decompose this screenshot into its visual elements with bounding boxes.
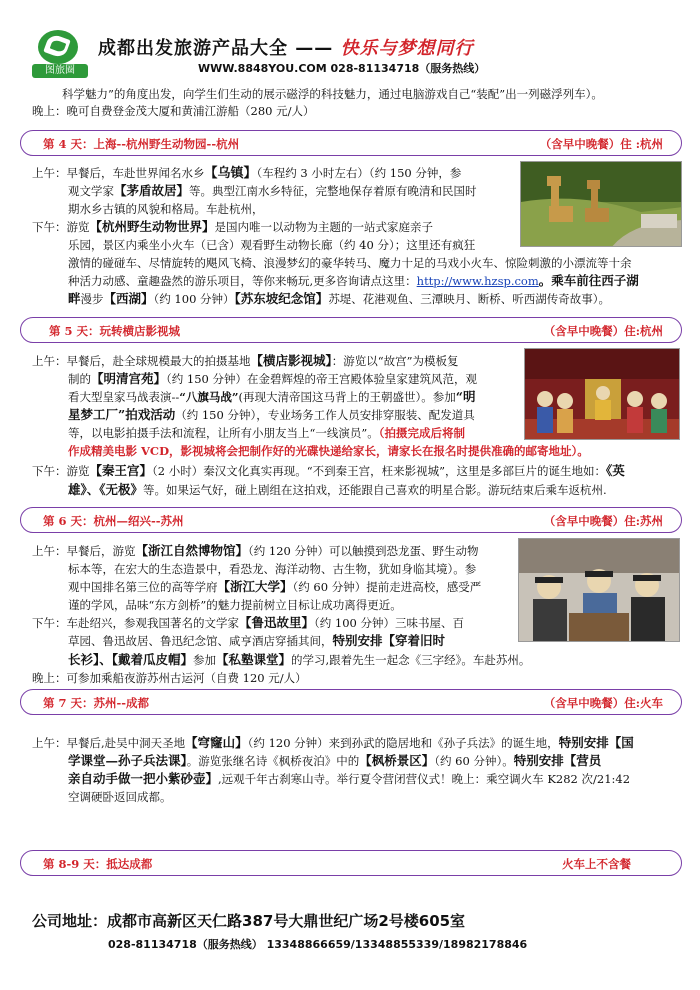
day5-am-text: （约 150 分钟）在金碧辉煌的帝王宫殿体验皇家建筑风范，观 (166, 372, 478, 386)
day5-pm-line1 (32, 463, 625, 479)
company-logo (32, 30, 88, 78)
day5-pm-line2 (68, 482, 607, 498)
day7-text: ,远观千年古刹寒山寺。举行夏令营闭营仪式！晚上：乘空调火车 K282 次/21:42 (218, 772, 631, 786)
guoxue-highlight: 学课堂—孙子兵法课】 (68, 753, 187, 768)
day5-am-text: 看大型皇家马战表演-- (68, 390, 180, 404)
day7-text: （约 120 分钟）来到孙武的隐居地和《孙子兵法》的诞生地， (247, 736, 559, 750)
day4-pm-line1 (32, 219, 433, 235)
hengdian-photo-art (525, 349, 680, 440)
day6-pm-text: 草园、鲁迅故居、鲁迅纪念馆、咸亨酒店穿插其间， (68, 634, 333, 648)
day5-pm-text: 游览 (66, 464, 90, 478)
day5-am-text: 早餐后，赴全球规模最大的拍摄基地 (66, 354, 251, 368)
day89-header (20, 850, 682, 876)
qionglong-highlight: 【穹窿山】 (185, 735, 248, 750)
day4-pm-line3: 激情的碰碰车、尽情旋转的飓风飞椅、浪漫梦幻的豪华转马、魔力十足的马戏小火车、惊险刺激的小漂流等十余 (68, 256, 632, 270)
intro-line: 科学魅力”的角度出发，向学生们生动的展示磁浮的科技魅力，通过电脑游戏自己“装配”出一列磁浮列车）。 (62, 87, 603, 101)
giraffe-photo-art (521, 162, 682, 247)
day7-line1 (32, 735, 634, 751)
day5-pm-text: （2 小时）秦汉文化真实再现。“不到秦王宫，枉来影视城”，这里是多部巨片的诞生地如： (152, 464, 606, 478)
day6-pm-line2 (68, 633, 445, 649)
day6-header (20, 507, 682, 533)
day4-pm-text: 游览 (66, 220, 90, 234)
day4-am-line3: 期水乡古镇的风貌和格局。车赴杭州， (68, 202, 264, 216)
day4-title: 第 4 天：上海--杭州野生动物园--杭州 (43, 137, 240, 151)
day4-am-line1 (32, 165, 461, 182)
sudongpo-highlight: 【苏东坡纪念馆】 (234, 291, 329, 306)
day5-am-text: ：游览以“故宫”为模板复 (331, 354, 459, 368)
day5-am-line5 (68, 425, 465, 441)
day6-am-line2: 标本等，在宏大的生态造景中，看恐龙、海洋动物、古生物，犹如身临其境）。参 (68, 562, 477, 576)
day4-am-text: 观文学家 (68, 184, 114, 198)
evening-text: 晚可自费登金茂大厦和黄浦江游船（280 元/人） (66, 104, 315, 118)
intro-evening (32, 103, 314, 119)
day4-pm-text: 畔 (68, 291, 81, 306)
day7-header (20, 689, 682, 715)
day6-evening (32, 670, 307, 686)
day4-pm-text: 苏堤、花港观鱼、三潭映月、断桥、听西湖传奇故事）。 (328, 292, 611, 306)
day6-pm-line1 (32, 615, 464, 631)
costume-highlight: 长衫】、【戴着瓜皮帽】 (68, 652, 194, 667)
day6-pm-line3 (68, 652, 530, 668)
leaf-logo-icon (38, 30, 78, 64)
day5-am-label: 上午： (32, 354, 67, 368)
day7-am-label: 上午： (32, 736, 67, 750)
day5-title: 第 5 天：玩转横店影视城 (49, 324, 181, 338)
mingqing-highlight: 【明清宫苑】 (91, 371, 167, 386)
day5-am-text: (再现大清帝国这马背上的王朝盛世）。参加 (238, 390, 456, 404)
day7-meal: （含早中晚餐）住:火车 (543, 696, 663, 710)
day7-title: 第 7 天：苏州--成都 (43, 696, 150, 710)
day6-am-text: 观中国排名第三位的高等学府 (68, 580, 218, 594)
baqi-highlight: “八旗马战” (179, 390, 239, 404)
day6-am-text: （约 60 分钟）提前走进高校，感受严 (292, 580, 482, 594)
day4-pm-line2: 乐园，景区内乘坐小火车（已含）观看野生动物长廊（约 40 分）；这里还有疯狂 (68, 238, 476, 252)
day7-line4: 空调硬卧返回成都。 (68, 790, 172, 804)
zju-highlight: 【浙江大学】 (217, 579, 293, 594)
day5-am-text: （约 150 分钟），专业场务工作人员安排穿服装、配发道具 (175, 408, 475, 422)
maodun-highlight: 【茅盾故居】 (114, 183, 190, 198)
day6-eve-text: 可参加乘船夜游苏州古运河（自费 120 元/人） (66, 671, 307, 685)
day6-meal: （含早中晚餐）住:苏州 (543, 514, 663, 528)
day6-pm-label: 下午： (32, 616, 67, 630)
day5-pm-label: 下午： (32, 464, 67, 478)
day6-pm-text: 的学习,跟着先生一起念《三字经》。车赴苏州。 (291, 653, 531, 667)
day4-am-text: （车程约 3 小时左右）（约 150 分钟，参 (256, 166, 462, 180)
day4-pm-text: 漫步 (80, 292, 104, 306)
day7-text: 早餐后,赴吴中洞天圣地 (66, 736, 186, 750)
day6-am-line1 (32, 543, 479, 559)
day4-am-label: 上午： (32, 166, 67, 180)
movie-highlight: 《英 (606, 463, 625, 478)
day4-header (20, 130, 682, 156)
day6-am-line4: 谨的学风，品味“东方剑桥”的魅力提前树立目标让成功离得更近。 (68, 598, 402, 612)
day6-am-label: 上午： (32, 544, 67, 558)
dreamfactory-highlight: “明 (455, 389, 476, 404)
day4-am-text: 早餐后，车赴世界闻名水乡 (66, 166, 205, 180)
day7-line2 (68, 753, 601, 769)
classroom-photo-art (519, 539, 680, 642)
day5-am-text: 制的 (68, 372, 91, 386)
day6-am-text: 早餐后，游览 (66, 544, 136, 558)
day6-eve-label: 晚上： (32, 671, 67, 685)
hzsp-link[interactable]: http://www.hzsp.com (416, 274, 539, 288)
day7-text: （约 60 分钟）。 (434, 754, 514, 768)
day4-pm-line5 (68, 291, 610, 307)
day4-pm-label: 下午： (32, 220, 67, 234)
wuzhen-highlight: 【乌镇】 (204, 166, 257, 181)
day4-pm-text: 种活力动感、童趣盎然的游乐项目，等你来畅玩,更多咨询请点这里： (68, 274, 417, 288)
header-title-text: 成都出发旅游产品大全 —— (98, 38, 341, 59)
movie-highlight: 雄》、《无极》 (68, 482, 144, 497)
day5-meal: （含早中晚餐）住:杭州 (543, 324, 663, 338)
day4-pm-line4 (68, 273, 639, 289)
luxun-highlight: 【鲁迅故里】 (239, 615, 315, 630)
day5-am-line4 (68, 407, 475, 423)
zisha-highlight: 亲自动手做一把小紫砂壶】 (68, 771, 219, 786)
day5-header (20, 317, 682, 343)
day6-title: 第 6 天：杭州—绍兴--苏州 (43, 514, 184, 528)
vcd-note: （拍摄完成后将制 (378, 426, 466, 440)
hengdian-photo (524, 348, 680, 440)
zisha-highlight: 特别安排【营员 (513, 753, 602, 768)
day89-title: 第 8-9 天：抵达成都 (43, 857, 153, 871)
day4-pm-text: 是国内唯一以动物为主题的一站式家庭亲子 (214, 220, 434, 234)
day7-text: 。游览张继名诗《枫桥夜泊》中的 (186, 754, 360, 768)
day4-meal: （含早中晚餐）住 :杭州 (539, 137, 663, 151)
day6-pm-text: 车赴绍兴，参观我国著名的文学家 (66, 616, 239, 630)
westlake-highlight: 。乘车前往西子湖 (538, 273, 639, 288)
header-contact: WWW.8848YOU.COM 028-81134718（服务热线） (198, 62, 486, 75)
day4-am-text: 等。典型江南水乡特征，完整地保存着原有晚清和民国时 (189, 184, 477, 198)
day6-pm-text: （约 100 分钟）三味书屋、百 (314, 616, 465, 630)
day5-am-line3 (68, 389, 475, 405)
qinwang-highlight: 【秦王宫】 (89, 463, 153, 478)
header-title (98, 34, 474, 60)
day6-am-line3 (68, 579, 481, 595)
company-phone: 028-81134718（服务热线） 13348866659/13348855339/18982178846 (108, 938, 528, 951)
sishu-highlight: 【私塾课堂】 (216, 652, 292, 667)
day5-am-line1 (32, 353, 459, 369)
page-header (0, 0, 700, 88)
classroom-photo (518, 538, 680, 642)
hengdian-highlight: 【横店影视城】 (250, 353, 332, 368)
company-address: 公司地址：成都市高新区天仁路387号大鼎世纪广场2号楼605室 (32, 912, 466, 930)
evening-label: 晚上： (32, 104, 67, 118)
logo-text: 图旅圈 (32, 64, 88, 78)
day5-am-line6: 作成精美电影 VCD，影视城将会把制作好的光碟快递给家长，请家长在报名时提供准确的邮寄地址）。 (68, 444, 589, 458)
wildlife-world-highlight: 【杭州野生动物世界】 (89, 219, 215, 234)
day89-meal: 火车上不含餐 (562, 857, 631, 871)
westlake-highlight: 【西湖】 (103, 291, 154, 306)
giraffe-photo (520, 161, 682, 247)
day6-pm-text: 参加 (193, 653, 217, 667)
guoxue-highlight: 特别安排【国 (558, 735, 634, 750)
fengqiao-highlight: 【枫桥景区】 (359, 753, 435, 768)
day4-am-line2 (68, 183, 477, 199)
day4-pm-text: （约 100 分钟） (153, 292, 235, 306)
day7-line3 (68, 771, 630, 787)
header-slogan: 快乐与梦想同行 (340, 38, 474, 59)
day5-am-line2 (68, 371, 477, 387)
day5-am-text: 等，以电影拍摄手法和流程，让所有小朋友当上“一线演员”。 (68, 426, 379, 440)
day5-pm-text: 等。如果运气好，碰上剧组在这拍戏，还能跟自己喜欢的明星合影。游玩结束后乘车返杭州. (143, 483, 607, 497)
costume-highlight: 特别安排【穿着旧时 (332, 633, 446, 648)
day6-am-text: （约 120 分钟）可以触摸到恐龙蛋、野生动物 (248, 544, 479, 558)
museum-highlight: 【浙江自然博物馆】 (135, 543, 249, 558)
dreamfactory-highlight: 星梦工厂”拍戏活动 (68, 407, 176, 422)
